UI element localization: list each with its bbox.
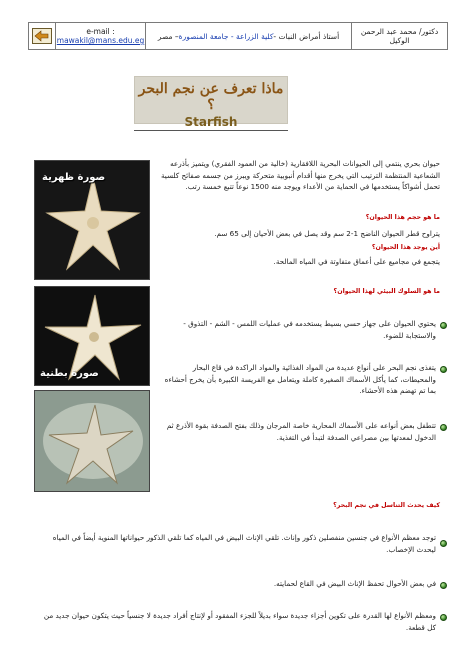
question-size: ما هو حجم هذا الحيوان؟ [365,214,440,221]
answer-size: يتراوح قطر الحيوان الناضج 1-2 سم وقد يصل في بعض الأحيان إلى 65 سم. [214,229,440,238]
bullet-icon [440,614,447,621]
bullet-icon [440,582,447,589]
behavior-feeding: يتغذى نجم البحر على أنواع عديدة من المواد الغذائية والمواد الراكدة في قاع البحار والمحيطات، كما يأكل الأسماك الصغيرة كاملة ويتعامل مع الفريسة الكبيرة بأن يخرج أحشاءه بما تم تهضم هذه الأحشاء. [164,363,436,396]
question-habitat: أين يوجد هذا الحيوان؟ [371,244,440,251]
email-link[interactable]: mawakil@mans.edu.eg [56,36,145,45]
bullet-icon [440,322,447,329]
reproduction-regeneration: ومعظم الأنواع لها القدرة على تكوين أجزاء جديدة سواء بديلاً للجزء المفقود أو لإنتاج أفراد جديدة لا جنسياً حيث يتكون حيوان جديد من كل قطعة. [43,611,436,632]
home-button[interactable] [29,23,55,49]
author-name: دكتور/ محمد عبد الرحمن الوكيل [351,23,447,49]
bullet-icon [440,424,447,431]
question-reproduction: كيف يحدث التناسل في نجم البحر؟ [333,502,440,509]
question-behavior: ما هو السلوك البيئي لهذا الحيوان؟ [333,288,440,295]
affiliation [145,23,351,49]
email-label: e-mail : [86,27,115,36]
affiliation-link[interactable]: كلية الزراعة - جامعة المنصورة [178,31,274,41]
intro-paragraph: حيوان بحري ينتمي إلى الحيوانات البحرية اللافقارية (خالية من العمود الفقري) ويتميز بأذرعه الشعاعية المنتظمة الترتيب التي يخرج منها أقدام أنبوبية متحركة ويبرز من جسمه صفائح كلسية تحمل أشواكاً يستخدمها في الحماية من الأعداء ويوجد منه 1500 نوعاً تتبع خمسة رتب. [160,159,440,192]
behavior-senses: يحتوي الحيوان على جهاز حسي بسيط يستخدمه في عمليات اللمس - الشم - التذوق - والاستجابة للضوء. [183,319,436,340]
title-banner [134,76,288,129]
bullet-icon [440,540,447,547]
caption-dorsal: صورة ظهرية [42,172,106,183]
caption-ventral: صورة بطنية [40,368,99,379]
affiliation-prefix: أستاذ أمراض النبات - [273,31,340,41]
email-box [55,23,145,49]
banner-title-ar: ماذا تعرف عن نجم البحر ؟ [138,81,284,113]
behavior-parasitism: تتطفل بعض أنواعه على الأسماك المحارية خاصة المرجان وذلك بفتح الصدفة بقوة الأذرع ثم الدخول لمعدتها بين مصراعي الصدفة لتبدأ في التغذية. [166,421,436,442]
starfish-feeding-photo [34,390,150,492]
home-arrow-icon [32,28,52,44]
answer-habitat: يتجمع في مجاميع على أعماق متفاوتة في المياه المالحة. [273,257,440,266]
affiliation-suffix: – مصر [157,31,179,41]
reproduction-eggs: في بعض الأحوال تحفظ الإناث البيض في القاع لحمايته. [273,579,436,588]
reproduction-sexes: توجد معظم الأنواع في جنسين منفصلين ذكور وإناث. تلقي الإناث البيض في المياه كما تلقي الذكور حيواناتها المنوية أيضاً في المياه ليحدث الإخصاب. [52,533,436,554]
page-header [28,22,448,50]
banner-title-en: Starfish [184,115,238,129]
banner-divider [134,130,288,131]
bullet-icon [440,366,447,373]
